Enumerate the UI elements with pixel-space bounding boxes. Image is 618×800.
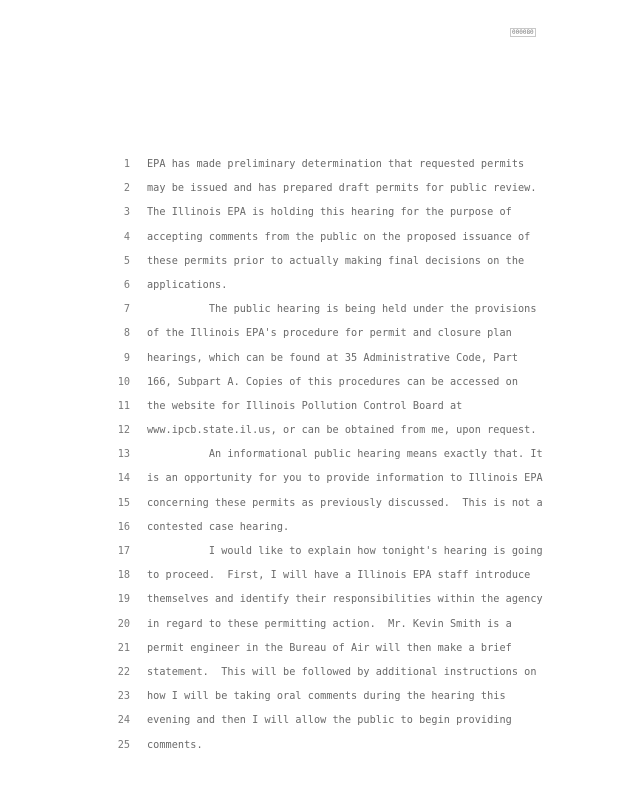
line-number: 3 — [123, 207, 130, 219]
page-stamp: 000080 — [512, 29, 534, 36]
transcript-line — [0, 641, 618, 665]
line-number: 9 — [123, 352, 130, 364]
line-text: themselves and identify their responsibilities within the agency — [147, 594, 543, 606]
line-number: 13 — [117, 449, 130, 461]
line-text: The Illinois EPA is holding this hearing for the purpose of — [147, 207, 512, 219]
line-number: 8 — [123, 328, 130, 340]
transcript-line — [0, 375, 618, 399]
line-text: in regard to these permitting action. Mr. Kevin Smith is a — [147, 618, 512, 630]
transcript-line — [0, 205, 618, 229]
line-text: may be issued and has prepared draft permits for public review. — [147, 183, 537, 195]
line-number: 20 — [117, 618, 130, 630]
transcript-line — [0, 230, 618, 254]
transcript-line — [0, 399, 618, 423]
line-text: statement. This will be followed by additional instructions on — [147, 666, 537, 678]
transcript-line — [0, 302, 618, 326]
transcript-line — [0, 157, 618, 181]
line-number: 25 — [117, 739, 130, 751]
line-number: 4 — [123, 231, 130, 243]
line-text: 166, Subpart A. Copies of this procedures can be accessed on — [147, 376, 519, 388]
transcript-line — [0, 617, 618, 641]
line-number: 2 — [123, 183, 130, 195]
line-text: of the Illinois EPA's procedure for permit and closure plan — [147, 328, 512, 340]
line-text: comments. — [147, 739, 203, 751]
transcript-line — [0, 544, 618, 568]
line-number: 16 — [117, 521, 130, 533]
line-number: 1 — [123, 159, 130, 170]
line-text: how I will be taking oral comments during the hearing this — [147, 691, 506, 703]
line-text: EPA has made preliminary determination that requested permits — [147, 159, 525, 170]
line-number: 21 — [117, 642, 130, 654]
line-text: evening and then I will allow the public to begin providing — [147, 715, 512, 727]
line-text: applications. — [147, 279, 228, 291]
line-number: 24 — [117, 715, 130, 727]
line-text: to proceed. First, I will have a Illinois EPA staff introduce — [147, 570, 531, 582]
transcript-line — [0, 326, 618, 350]
transcript-line — [0, 423, 618, 447]
transcript-line — [0, 254, 618, 278]
line-number: 5 — [123, 255, 130, 267]
line-number: 19 — [117, 594, 130, 606]
transcript-line — [0, 471, 618, 495]
line-number: 14 — [117, 473, 130, 485]
line-number: 22 — [117, 666, 130, 678]
line-text: hearings, which can be found at 35 Administrative Code, Part — [147, 352, 519, 364]
line-number: 7 — [123, 304, 130, 316]
line-text: these permits prior to actually making final decisions on the — [147, 255, 525, 267]
transcript-line — [0, 738, 618, 762]
line-number: 17 — [117, 546, 130, 557]
line-text: I would like to explain how tonight's hearing is going — [147, 546, 543, 557]
line-text: concerning these permits as previously discussed. This is not a — [147, 497, 543, 509]
line-text: The public hearing is being held under the provisions — [147, 304, 537, 316]
transcript-line — [0, 278, 618, 302]
line-text: www.ipcb.state.il.us, or can be obtained from me, upon request. — [147, 425, 537, 437]
transcript-line — [0, 520, 618, 544]
line-number: 12 — [117, 425, 130, 437]
line-text: the website for Illinois Pollution Control Board at — [147, 400, 463, 412]
transcript-line — [0, 689, 618, 713]
line-text: is an opportunity for you to provide information to Illinois EPA — [147, 473, 543, 485]
transcript-line — [0, 665, 618, 689]
line-number: 10 — [117, 376, 130, 388]
line-text: An informational public hearing means exactly that. It — [147, 449, 543, 461]
transcript-line — [0, 713, 618, 737]
transcript-line — [0, 351, 618, 375]
line-number: 23 — [117, 691, 130, 703]
line-number: 15 — [117, 497, 130, 509]
transcript-line — [0, 181, 618, 205]
transcript-line — [0, 447, 618, 471]
transcript-line — [0, 568, 618, 592]
line-text: accepting comments from the public on the proposed issuance of — [147, 231, 531, 243]
transcript-body — [0, 157, 618, 762]
line-number: 11 — [117, 400, 130, 412]
transcript-line — [0, 592, 618, 616]
line-number: 6 — [123, 279, 130, 291]
line-text: permit engineer in the Bureau of Air will then make a brief — [147, 642, 512, 654]
line-text: contested case hearing. — [147, 521, 290, 533]
line-number: 18 — [117, 570, 130, 582]
transcript-line — [0, 496, 618, 520]
